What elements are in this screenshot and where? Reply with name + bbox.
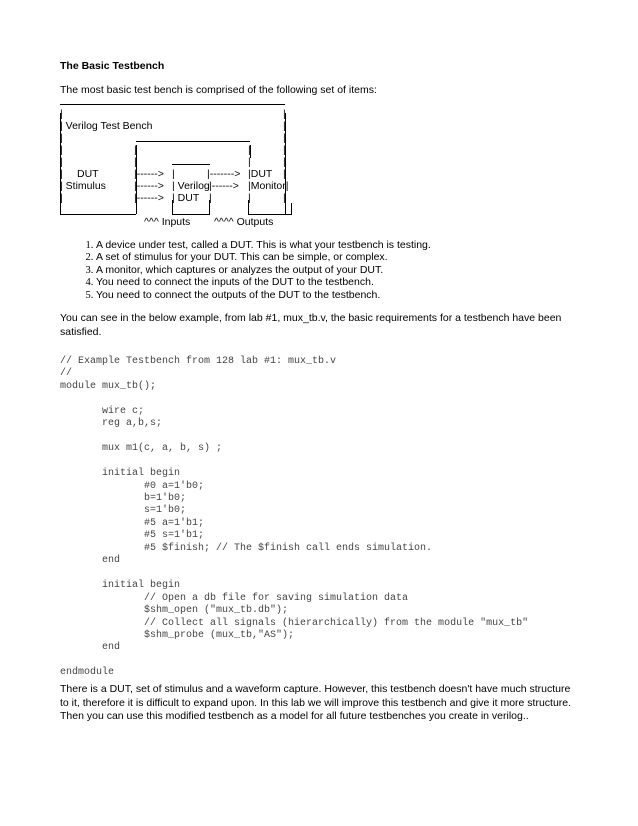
arrow-2: |------> xyxy=(134,180,164,192)
pipe: | xyxy=(283,120,286,132)
conclusion-paragraph: There is a DUT, set of stimulus and a waveform capture. However, this testbench doesn't have much structure to it, therefore it is difficult to expand upon. In this lab we will improve this testbench and give it more structure. Then you can use this modified testbench as a model for all future testbenches you create in verilog.. xyxy=(60,683,572,722)
pipe: | xyxy=(60,132,63,144)
pipe: | xyxy=(248,192,251,204)
pipe: | xyxy=(60,108,63,120)
pipe: | xyxy=(60,156,63,168)
pipe: | xyxy=(283,168,286,180)
list-item: 2. A set of stimulus for your DUT. This can be simple, or complex. xyxy=(96,251,576,263)
pipe: | xyxy=(60,192,63,204)
pipe: | xyxy=(283,192,286,204)
code-listing: // Example Testbench from 128 lab #1: mux_tb.v // module mux_tb(); wire c; reg a,b,s; mux m1(c, a, b, s) ; initial begin #0 a=1'b0; b=1'b0; s=1'b0; #5 a=1'b1; #5 s=1'b1; #5 $finish; // The $finish call ends simulation. end initial begin // Open a db file for saving simulation data $shm_open ("mux_tb.db"); // Collect all signals (hierarchically) from the module "mux_tb" $shm_probe (mux_tb,"AS"); end endmodule xyxy=(60,356,529,679)
stimulus-label-1: DUT xyxy=(77,168,99,180)
pipe: | xyxy=(283,156,286,168)
arrow-3: |------> xyxy=(134,192,164,204)
dut-label-1: | Verilog xyxy=(172,180,210,192)
pipe: | xyxy=(134,144,137,156)
outer-label-text: Verilog Test Bench xyxy=(65,120,153,132)
monitor-label-2: |Monitor| xyxy=(248,180,289,192)
inputs-label: ^^^ Inputs xyxy=(144,216,191,228)
pipe: | xyxy=(283,144,286,156)
list-item: 4. You need to connect the inputs of the DUT to the testbench. xyxy=(96,276,576,288)
list-item: 3. A monitor, which captures or analyzes the output of your DUT. xyxy=(96,264,576,276)
dut-out-arrow: |-------> xyxy=(207,168,241,180)
list-item: 5. You need to connect the outputs of the DUT to the testbench. xyxy=(96,289,576,301)
example-intro-paragraph: You can see in the below example, from lab #1, mux_tb.v, the basic requirements for a testbench have been satisfied. xyxy=(60,312,562,338)
pipe: | xyxy=(60,168,63,180)
pipe: | xyxy=(134,156,137,168)
diagram-outer-label: | Verilog Test Bench xyxy=(60,120,153,132)
pipe: | xyxy=(248,144,251,156)
dut-text: DUT xyxy=(177,192,200,204)
verilog-text: Verilog xyxy=(177,180,210,192)
arrow-1: |------> xyxy=(134,168,164,180)
stimulus-label-2: | Stimulus xyxy=(60,180,106,192)
monitor-dut-text: DUT xyxy=(250,168,273,180)
page-title: The Basic Testbench xyxy=(60,60,165,72)
dut-label-2: | DUT xyxy=(172,192,200,204)
dut-out-arrow-2: |------> xyxy=(209,180,239,192)
monitor-text: Monitor xyxy=(250,180,286,192)
list-item: 1. A device under test, called a DUT. This is what your testbench is testing. xyxy=(96,239,576,251)
pipe: | xyxy=(283,108,286,120)
pipe: | xyxy=(60,144,63,156)
outputs-label: ^^^^ Outputs xyxy=(214,216,274,228)
requirements-list xyxy=(60,239,576,301)
pipe: | xyxy=(283,132,286,144)
stimulus-text: Stimulus xyxy=(65,180,106,192)
monitor-label-1: |DUT xyxy=(248,168,273,180)
pipe: | xyxy=(172,168,175,180)
intro-paragraph: The most basic test bench is comprised of the following set of items: xyxy=(60,84,377,96)
pipe: | xyxy=(209,192,212,204)
pipe: | xyxy=(248,156,251,168)
